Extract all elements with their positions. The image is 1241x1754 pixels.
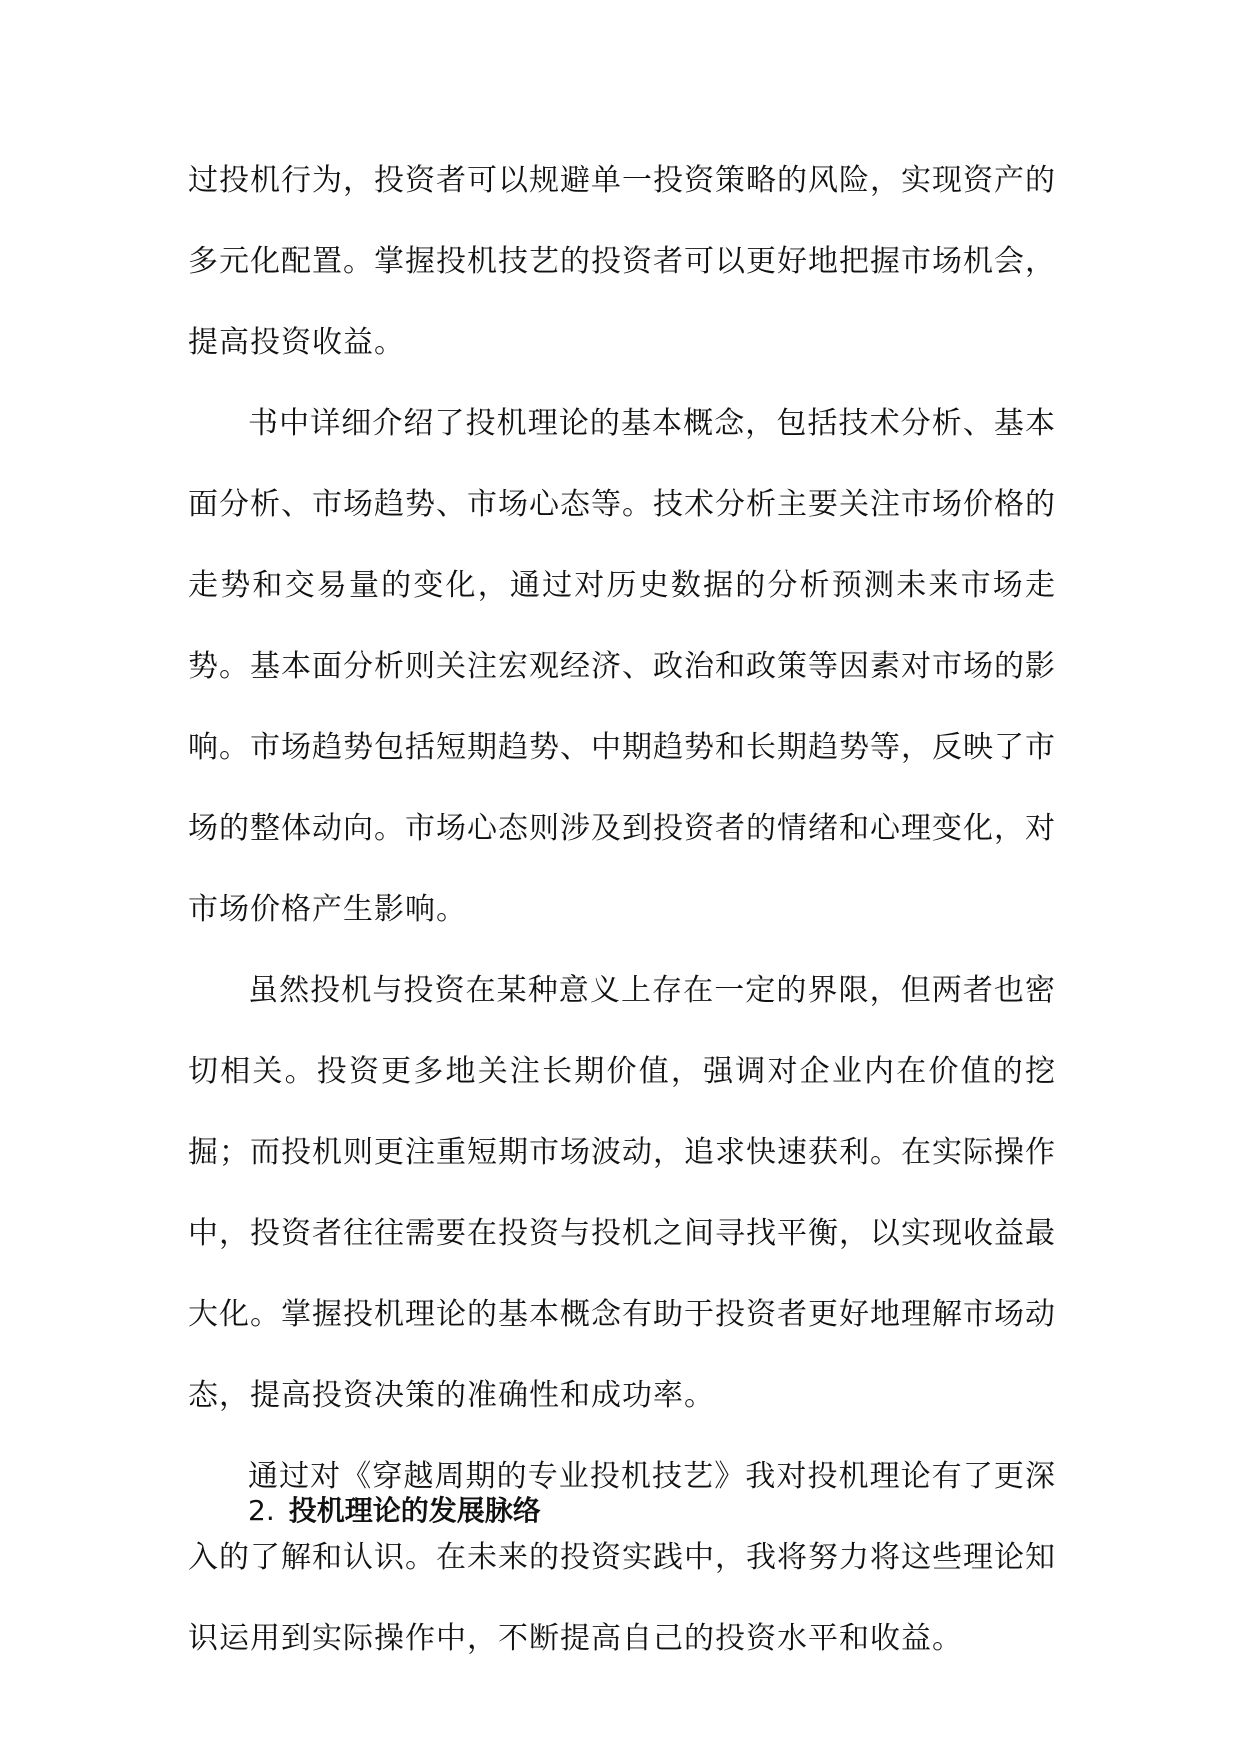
paragraph-basic-concepts: 书中详细介绍了投机理论的基本概念，包括技术分析、基本面分析、市场趋势、市场心态等。技术分析主要关注市场价格的走势和交易量的变化，通过对历史数据的分析预测未来市场走势。基本面分析则关注宏观经济、政治和政策等因素对市场的影响。市场趋势包括短期趋势、中期趋势和长期趋势等，反映了市场的整体动向。市场心态则涉及到投资者的情绪和心理变化，对市场价格产生影响。 — [188, 406, 1056, 927]
section-title: 投机理论的发展脉络 — [288, 1494, 541, 1527]
document-body — [188, 140, 1056, 1679]
paragraph-continued: 过投机行为，投资者可以规避单一投资策略的风险，实现资产的多元化配置。掌握投机技艺的投资者可以更好地把握市场机会，提高投资收益。 — [188, 163, 1056, 360]
section-number: 2. — [248, 1494, 275, 1527]
paragraph-speculation-vs-investment: 虽然投机与投资在某种意义上存在一定的界限，但两者也密切相关。投资更多地关注长期价值，强调对企业内在价值的挖掘；而投机则更注重短期市场波动，追求快速获利。在实际操作中，投资者往往需要在投资与投机之间寻找平衡，以实现收益最大化。掌握投机理论的基本概念有助于投资者更好地理解市场动态，提高投资决策的准确性和成功率。 — [188, 973, 1056, 1413]
paragraph-conclusion: 通过对《穿越周期的专业投机技艺》我对投机理论有了更深入的了解和认识。在未来的投资实践中，我将努力将这些理论知识运用到实际操作中，不断提高自己的投资水平和收益。 — [188, 1459, 1056, 1656]
section-heading — [248, 1489, 541, 1533]
